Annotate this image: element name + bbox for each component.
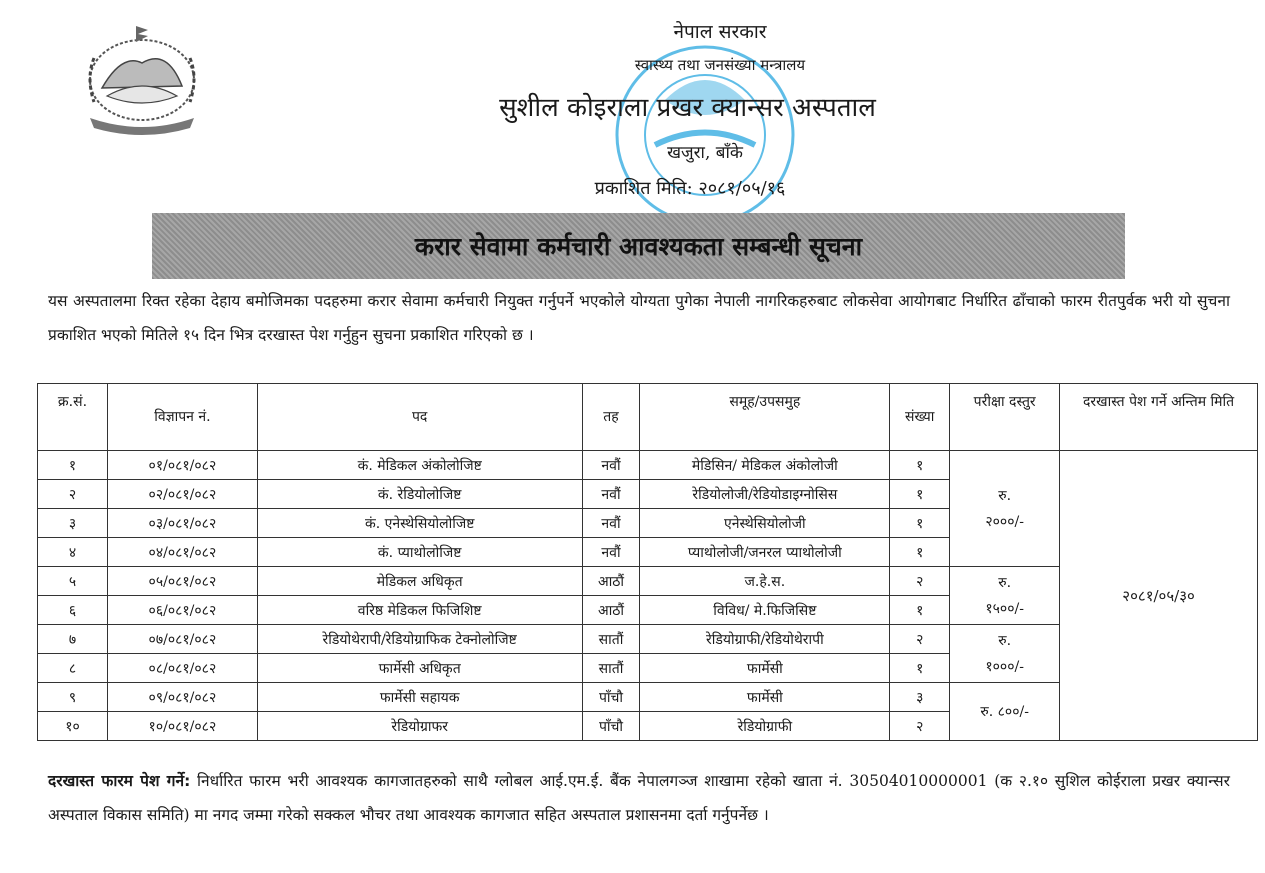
- hospital-name: सुशील कोइराला प्रखर क्यान्सर अस्पताल: [499, 93, 876, 123]
- cell-post: कं. प्याथोलोजिष्ट: [257, 538, 582, 567]
- cell-post: फार्मेसी सहायक: [257, 683, 582, 712]
- vacancy-table: [37, 383, 1258, 741]
- cell-group: मेडिसिन/ मेडिकल अंकोलोजी: [640, 451, 890, 480]
- submission-label: दरखास्त फारम पेश गर्ने:: [48, 772, 191, 790]
- submission-paragraph: [48, 764, 1230, 832]
- cell-post: कं. रेडियोलोजिष्ट: [257, 480, 582, 509]
- cell-count: १: [890, 480, 950, 509]
- cell-sn: ४: [38, 538, 108, 567]
- fee-label: रु.: [998, 487, 1012, 504]
- hospital-location: खजुरा, बाँके: [667, 143, 743, 163]
- table-row: [38, 451, 1258, 480]
- cell-deadline: २०८१/०५/३०: [1060, 451, 1258, 741]
- cell-group: ज.हे.स.: [640, 567, 890, 596]
- notice-title: करार सेवामा कर्मचारी आवश्यकता सम्बन्धी सूचना: [414, 232, 863, 261]
- cell-sn: ६: [38, 596, 108, 625]
- cell-count: १: [890, 596, 950, 625]
- fee-label: रु.: [998, 632, 1012, 649]
- government-name: नेपाल सरकार: [673, 21, 767, 43]
- cell-group: रेडियोग्राफी/रेडियोथेरापी: [640, 625, 890, 654]
- cell-post: मेडिकल अधिकृत: [257, 567, 582, 596]
- ministry-name: स्वास्थ्य तथा जनसंख्या मन्त्रालय: [634, 56, 806, 74]
- header-fee: परीक्षा दस्तुर: [950, 384, 1060, 451]
- cell-sn: ५: [38, 567, 108, 596]
- cell-group: रेडियोलोजी/रेडियोडाइग्नोसिस: [640, 480, 890, 509]
- cell-group: विविध/ मे.फिजिसिष्ट: [640, 596, 890, 625]
- cell-sn: ८: [38, 654, 108, 683]
- header-group: समूह/उपसमुह: [640, 384, 890, 451]
- cell-fee: [950, 625, 1060, 683]
- cell-group: फार्मेसी: [640, 683, 890, 712]
- cell-sn: १: [38, 451, 108, 480]
- cell-post: रेडियोग्राफर: [257, 712, 582, 741]
- cell-post: कं. मेडिकल अंकोलोजिष्ट: [257, 451, 582, 480]
- cell-level: सातौं: [582, 625, 640, 654]
- cell-level: नवौं: [582, 509, 640, 538]
- cell-sn: ९: [38, 683, 108, 712]
- cell-sn: ३: [38, 509, 108, 538]
- header-sn: क्र.सं.: [38, 384, 108, 451]
- cell-group: रेडियोग्राफी: [640, 712, 890, 741]
- cell-sn: ७: [38, 625, 108, 654]
- cell-adv-no: ०८/०८१/०८२: [107, 654, 257, 683]
- cell-post: कं. एनेस्थेसियोलोजिष्ट: [257, 509, 582, 538]
- cell-fee: [950, 451, 1060, 567]
- fee-amount: १५००/-: [985, 600, 1024, 617]
- cell-sn: २: [38, 480, 108, 509]
- cell-level: नवौं: [582, 538, 640, 567]
- cell-level: आठौं: [582, 567, 640, 596]
- cell-count: १: [890, 509, 950, 538]
- header-post: पद: [257, 384, 582, 451]
- cell-count: २: [890, 567, 950, 596]
- cell-adv-no: ०९/०८१/०८२: [107, 683, 257, 712]
- cell-post: फार्मेसी अधिकृत: [257, 654, 582, 683]
- cell-adv-no: ०३/०८१/०८२: [107, 509, 257, 538]
- cell-adv-no: १०/०८१/०८२: [107, 712, 257, 741]
- cell-level: नवौं: [582, 480, 640, 509]
- cell-adv-no: ०१/०८१/०८२: [107, 451, 257, 480]
- cell-adv-no: ०७/०८१/०८२: [107, 625, 257, 654]
- fee-label: रु. ८००/-: [980, 703, 1029, 720]
- cell-adv-no: ०२/०८१/०८२: [107, 480, 257, 509]
- cell-group: फार्मेसी: [640, 654, 890, 683]
- header-adv-no: विज्ञापन नं.: [107, 384, 257, 451]
- cell-fee: [950, 683, 1060, 741]
- cell-adv-no: ०६/०८१/०८२: [107, 596, 257, 625]
- cell-adv-no: ०५/०८१/०८२: [107, 567, 257, 596]
- fee-amount: १०००/-: [985, 658, 1024, 675]
- header-count: संख्या: [890, 384, 950, 451]
- published-date: प्रकाशित मिति: २०८१/०५/१६: [594, 178, 786, 199]
- fee-label: रु.: [998, 574, 1012, 591]
- cell-post: रेडियोथेरापी/रेडियोग्राफिक टेक्नोलोजिष्ट: [257, 625, 582, 654]
- header-level: तह: [582, 384, 640, 451]
- cell-count: १: [890, 654, 950, 683]
- table-header-row: [38, 384, 1258, 451]
- fee-amount: २०००/-: [985, 513, 1024, 530]
- header-deadline: दरखास्त पेश गर्ने अन्तिम मिति: [1060, 384, 1258, 451]
- notice-title-band: [152, 213, 1125, 279]
- cell-count: ३: [890, 683, 950, 712]
- cell-level: पाँचौ: [582, 683, 640, 712]
- cell-level: पाँचौ: [582, 712, 640, 741]
- cell-adv-no: ०४/०८१/०८२: [107, 538, 257, 567]
- cell-level: आठौं: [582, 596, 640, 625]
- cell-count: १: [890, 451, 950, 480]
- cell-group: प्याथोलोजी/जनरल प्याथोलोजी: [640, 538, 890, 567]
- cell-count: २: [890, 712, 950, 741]
- cell-count: २: [890, 625, 950, 654]
- submission-text: निर्धारित फारम भरी आवश्यक कागजातहरुको साथै ग्लोबल आई.एम.ई. बैंक नेपालगञ्ज शाखामा रहेको खाता नं. 30504010000001 (क २.१० सुशिल कोईराला प्रखर क्यान्सर अस्पताल विकास समिति) मा नगद जम्मा गरेको सक्कल भौचर तथा आवश्यक कागजात सहित अस्पताल प्रशासनमा दर्ता गर्नुपर्नेछ ।: [48, 772, 1230, 824]
- cell-group: एनेस्थेसियोलोजी: [640, 509, 890, 538]
- cell-count: १: [890, 538, 950, 567]
- cell-level: नवौं: [582, 451, 640, 480]
- cell-level: सातौं: [582, 654, 640, 683]
- cell-post: वरिष्ठ मेडिकल फिजिशिष्ट: [257, 596, 582, 625]
- cell-fee: [950, 567, 1060, 625]
- intro-paragraph: यस अस्पतालमा रिक्त रहेका देहाय बमोजिमका पदहरुमा करार सेवामा कर्मचारी नियुक्त गर्नुपर्ने भएकोले योग्यता पुगेका नेपाली नागरिकहरुबाट लोकसेवा आयोगबाट निर्धारित ढाँचाको फारम रीतपुर्वक भरी यो सुचना प्रकाशित भएको मितिले १५ दिन भित्र दरखास्त पेश गर्नुहुन सुचना प्रकाशित गरिएको छ ।: [48, 292, 1230, 344]
- cell-sn: १०: [38, 712, 108, 741]
